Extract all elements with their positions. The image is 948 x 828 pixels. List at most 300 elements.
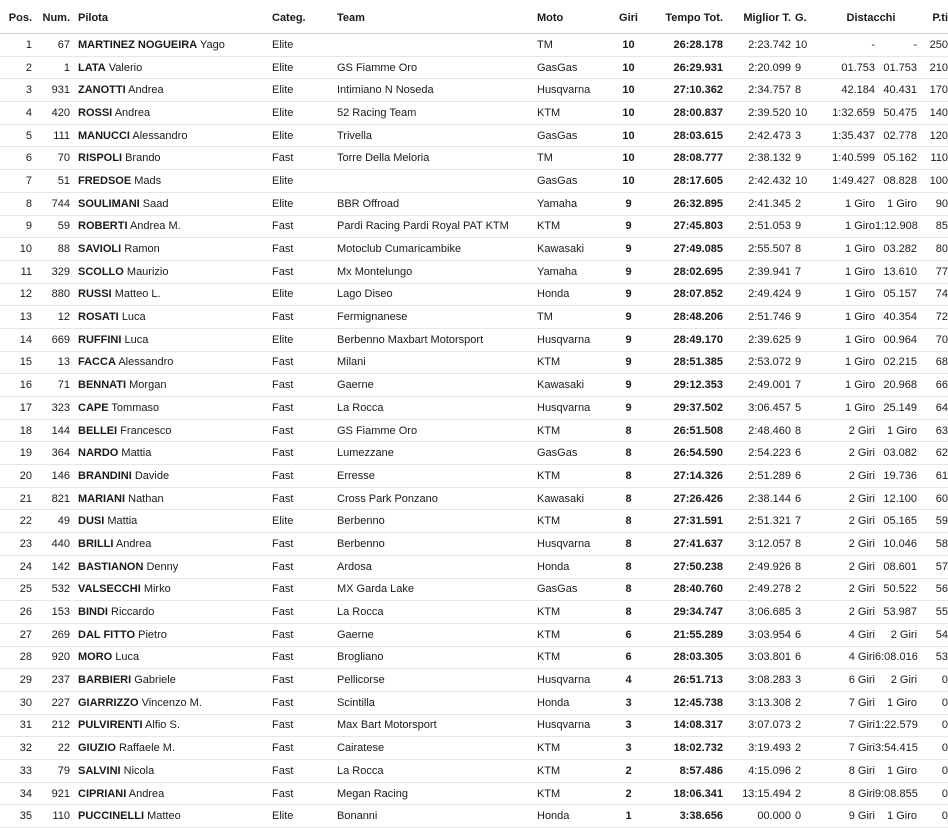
cell-tempo-tot: 28:07.852 [650,283,723,306]
cell-categ: Elite [272,192,337,215]
cell-distacco-primo: 1 Giro [825,328,875,351]
pilot-first-name: Morgan [129,379,167,392]
cell-distacco-primo: 8 Giri [825,760,875,783]
table-row[interactable] [0,646,948,669]
cell-num: 212 [36,714,74,737]
cell-distacco-precedente: 9:08.855 [875,782,917,805]
cell-moto: Husqvarna [537,328,607,351]
cell-num: 146 [36,465,74,488]
cell-team: MX Garda Lake [337,578,537,601]
table-row[interactable] [0,533,948,556]
cell-giro-migliore: 7 [795,260,825,283]
cell-giro-migliore: 0 [795,805,825,828]
cell-categ: Fast [272,601,337,624]
cell-categ: Elite [272,510,337,533]
cell-pos: 21 [0,487,36,510]
cell-team: Gaerne [337,374,537,397]
cell-pilota [74,510,272,533]
cell-giro-migliore: 8 [795,555,825,578]
cell-giro-migliore: 2 [795,760,825,783]
cell-giri: 6 [607,623,650,646]
cell-punti: 58 [917,533,948,556]
table-row[interactable] [0,578,948,601]
cell-team: Fermignanese [337,306,537,329]
cell-team: La Rocca [337,601,537,624]
cell-giri: 10 [607,147,650,170]
cell-distacco-primo: 01.753 [825,56,875,79]
cell-num: 49 [36,510,74,533]
pilot-first-name: Tommaso [111,401,160,414]
cell-distacco-precedente: 02.215 [875,351,917,374]
cell-num: 532 [36,578,74,601]
cell-miglior-tempo: 2:39.520 [723,102,795,125]
cell-num: 440 [36,533,74,556]
cell-pos: 27 [0,623,36,646]
pilot-first-name: Mirko [143,583,171,596]
pilot-first-name: Pietro [138,628,167,641]
cell-distacco-precedente: 1 Giro [875,760,917,783]
cell-pilota [74,238,272,261]
pilot-first-name: Gabriele [134,674,176,687]
cell-team: Pellicorse [337,669,537,692]
cell-distacco-primo: 8 Giri [825,782,875,805]
cell-giri: 10 [607,56,650,79]
pilot-last-name: SCOLLO [78,265,124,278]
cell-team: Max Bart Motorsport [337,714,537,737]
cell-team: Brogliano [337,646,537,669]
pilot-last-name: PUCCINELLI [78,810,144,823]
cell-moto: GasGas [537,442,607,465]
cell-num: 237 [36,669,74,692]
pilot-first-name: Maurizio [126,265,169,278]
cell-giro-migliore: 9 [795,215,825,238]
cell-pilota [74,533,272,556]
table-row[interactable] [0,465,948,488]
cell-pos: 8 [0,192,36,215]
cell-num: 420 [36,102,74,125]
cell-punti: 54 [917,623,948,646]
cell-giri: 8 [607,555,650,578]
cell-categ: Elite [272,805,337,828]
table-row[interactable] [0,306,948,329]
cell-giri: 3 [607,691,650,714]
cell-tempo-tot: 28:48.206 [650,306,723,329]
cell-pilota [74,555,272,578]
cell-tempo-tot: 8:57.486 [650,760,723,783]
cell-moto: Yamaha [537,192,607,215]
cell-punti: 85 [917,215,948,238]
cell-giri: 6 [607,646,650,669]
table-row[interactable] [0,714,948,737]
cell-categ: Fast [272,419,337,442]
cell-categ: Fast [272,760,337,783]
cell-giro-migliore: 10 [795,102,825,125]
cell-giro-migliore: 2 [795,714,825,737]
cell-punti: 90 [917,192,948,215]
cell-giri: 8 [607,465,650,488]
cell-pos: 10 [0,238,36,261]
cell-punti: 66 [917,374,948,397]
pilot-last-name: ROSATI [78,311,119,324]
table-row[interactable] [0,124,948,147]
cell-distacco-precedente: 1 Giro [875,192,917,215]
pilot-first-name: Matteo L. [114,288,161,301]
table-row[interactable] [0,192,948,215]
header-num[interactable]: Num. [36,3,74,34]
cell-categ: Elite [272,102,337,125]
cell-moto: TM [537,34,607,57]
cell-categ: Fast [272,691,337,714]
cell-giro-migliore: 10 [795,34,825,57]
cell-moto: KTM [537,510,607,533]
cell-giri: 10 [607,34,650,57]
cell-team: Pardi Racing Pardi Royal PAT KTM [337,215,537,238]
cell-moto: Honda [537,805,607,828]
pilot-first-name: Mattia [107,515,138,528]
table-row[interactable] [0,351,948,374]
table-row[interactable] [0,170,948,193]
pilot-last-name: CIPRIANI [78,787,127,800]
table-row[interactable] [0,397,948,420]
cell-tempo-tot: 29:34.747 [650,601,723,624]
table-row[interactable] [0,669,948,692]
pilot-last-name: GIARRIZZO [78,696,139,709]
cell-pos: 16 [0,374,36,397]
cell-moto: TM [537,306,607,329]
cell-distacco-precedente: 01.753 [875,56,917,79]
cell-giro-migliore: 6 [795,442,825,465]
cell-pos: 31 [0,714,36,737]
table-row[interactable] [0,102,948,125]
cell-num: 12 [36,306,74,329]
cell-distacco-primo: - [825,34,875,57]
pilot-first-name: Francesco [120,424,172,437]
cell-categ: Fast [272,533,337,556]
cell-team: Lumezzane [337,442,537,465]
cell-giri: 9 [607,192,650,215]
pilot-last-name: BARBIERI [78,674,132,687]
cell-giro-migliore: 2 [795,192,825,215]
cell-categ: Elite [272,56,337,79]
cell-pos: 34 [0,782,36,805]
cell-giri: 9 [607,306,650,329]
cell-tempo-tot: 27:31.591 [650,510,723,533]
cell-moto: TM [537,147,607,170]
pilot-first-name: Saad [142,197,169,210]
cell-num: 110 [36,805,74,828]
cell-distacco-primo: 1:32.659 [825,102,875,125]
cell-num: 71 [36,374,74,397]
cell-moto: Kawasaki [537,487,607,510]
cell-giro-migliore: 5 [795,397,825,420]
cell-distacco-primo: 2 Giri [825,555,875,578]
cell-giri: 3 [607,714,650,737]
cell-pos: 22 [0,510,36,533]
cell-moto: Husqvarna [537,533,607,556]
pilot-first-name: Valerio [108,61,143,74]
cell-moto: GasGas [537,56,607,79]
table-row[interactable] [0,283,948,306]
cell-num: 88 [36,238,74,261]
cell-categ: Fast [272,669,337,692]
pilot-first-name: Matteo [147,810,181,823]
table-row[interactable] [0,238,948,261]
cell-miglior-tempo: 2:53.072 [723,351,795,374]
cell-miglior-tempo: 3:03.954 [723,623,795,646]
cell-team: Intimiano N Noseda [337,79,537,102]
cell-pilota [74,170,272,193]
cell-moto: GasGas [537,578,607,601]
pilot-first-name: Andrea M. [129,220,181,233]
header-tempo-tot[interactable]: Tempo Tot. [650,3,723,34]
cell-giro-migliore: 8 [795,419,825,442]
table-row[interactable] [0,147,948,170]
cell-miglior-tempo: 3:06.685 [723,601,795,624]
cell-giro-migliore: 6 [795,623,825,646]
pilot-last-name: FACCA [78,356,116,369]
cell-pilota [74,646,272,669]
cell-pos: 9 [0,215,36,238]
cell-team: Berbenno [337,510,537,533]
pilot-last-name: BRILLI [78,537,114,550]
cell-miglior-tempo: 2:38.132 [723,147,795,170]
cell-distacco-precedente: 1 Giro [875,691,917,714]
table-row[interactable] [0,691,948,714]
race-results-table [0,3,948,828]
cell-pos: 35 [0,805,36,828]
cell-giro-migliore: 9 [795,328,825,351]
cell-distacco-precedente: 25.149 [875,397,917,420]
table-row[interactable] [0,215,948,238]
cell-team: Motoclub Cumaricambike [337,238,537,261]
cell-distacco-primo: 2 Giri [825,487,875,510]
cell-distacco-precedente: 50.475 [875,102,917,125]
cell-punti: 0 [917,782,948,805]
cell-punti: 74 [917,283,948,306]
cell-distacco-primo: 7 Giri [825,691,875,714]
cell-giro-migliore: 2 [795,691,825,714]
cell-giro-migliore: 3 [795,601,825,624]
table-row[interactable] [0,510,948,533]
cell-tempo-tot: 28:49.170 [650,328,723,351]
cell-tempo-tot: 14:08.317 [650,714,723,737]
pilot-last-name: CAPE [78,401,109,414]
cell-team: Berbenno [337,533,537,556]
cell-miglior-tempo: 3:03.801 [723,646,795,669]
cell-distacco-precedente: 02.778 [875,124,917,147]
cell-team: Bonanni [337,805,537,828]
cell-distacco-primo: 1:49.427 [825,170,875,193]
table-row[interactable] [0,555,948,578]
cell-team: BBR Offroad [337,192,537,215]
cell-team: Cairatese [337,737,537,760]
cell-punti: 57 [917,555,948,578]
cell-categ: Fast [272,714,337,737]
pilot-last-name: BENNATI [78,379,127,392]
cell-giro-migliore: 9 [795,283,825,306]
table-row[interactable] [0,328,948,351]
cell-moto: KTM [537,215,607,238]
cell-miglior-tempo: 2:51.746 [723,306,795,329]
cell-num: 67 [36,34,74,57]
cell-giri: 10 [607,79,650,102]
cell-giri: 9 [607,328,650,351]
table-row[interactable] [0,805,948,828]
pilot-last-name: ROBERTI [78,220,128,233]
cell-moto: KTM [537,760,607,783]
cell-distacco-precedente: 19.736 [875,465,917,488]
cell-tempo-tot: 18:06.341 [650,782,723,805]
cell-distacco-primo: 1:35.437 [825,124,875,147]
cell-moto: KTM [537,419,607,442]
cell-miglior-tempo: 3:06.457 [723,397,795,420]
cell-num: 931 [36,79,74,102]
cell-giri: 9 [607,260,650,283]
table-row[interactable] [0,737,948,760]
header-miglior-tempo[interactable]: Miglior T. [723,3,795,34]
cell-giri: 9 [607,374,650,397]
cell-team: Torre Della Meloria [337,147,537,170]
cell-tempo-tot: 21:55.289 [650,623,723,646]
table-row[interactable] [0,419,948,442]
cell-num: 111 [36,124,74,147]
cell-punti: 77 [917,260,948,283]
pilot-first-name: Ramon [124,243,160,256]
cell-moto: KTM [537,601,607,624]
table-row[interactable] [0,56,948,79]
cell-distacco-precedente: 3:54.415 [875,737,917,760]
cell-distacco-primo: 1 Giro [825,238,875,261]
table-row[interactable] [0,487,948,510]
cell-distacco-primo: 1 Giro [825,283,875,306]
table-row[interactable] [0,442,948,465]
header-giro-migliore[interactable]: G. [795,3,825,34]
table-row[interactable] [0,623,948,646]
cell-distacco-primo: 1 Giro [825,397,875,420]
pilot-first-name: Riccardo [111,606,155,619]
cell-giro-migliore: 8 [795,238,825,261]
cell-num: 227 [36,691,74,714]
cell-categ: Fast [272,782,337,805]
cell-punti: 70 [917,328,948,351]
header-categ[interactable]: Categ. [272,3,337,34]
cell-punti: 0 [917,669,948,692]
cell-tempo-tot: 28:02.695 [650,260,723,283]
cell-num: 51 [36,170,74,193]
cell-team: Berbenno Maxbart Motorsport [337,328,537,351]
table-row[interactable] [0,760,948,783]
cell-pos: 11 [0,260,36,283]
cell-num: 821 [36,487,74,510]
cell-team: GS Fiamme Oro [337,419,537,442]
pilot-first-name: Luca [121,311,146,324]
cell-giro-migliore: 7 [795,374,825,397]
cell-giri: 8 [607,442,650,465]
cell-pos: 33 [0,760,36,783]
cell-distacco-primo: 2 Giri [825,601,875,624]
header-pilota[interactable]: Pilota [74,3,272,34]
table-row[interactable] [0,79,948,102]
cell-giro-migliore: 9 [795,351,825,374]
cell-pos: 29 [0,669,36,692]
cell-miglior-tempo: 00.000 [723,805,795,828]
cell-tempo-tot: 28:03.305 [650,646,723,669]
cell-tempo-tot: 27:14.326 [650,465,723,488]
cell-moto: GasGas [537,170,607,193]
cell-punti: 59 [917,510,948,533]
cell-team: Ardosa [337,555,537,578]
cell-tempo-tot: 28:17.605 [650,170,723,193]
header-team[interactable]: Team [337,3,537,34]
cell-pilota [74,397,272,420]
cell-giro-migliore: 3 [795,124,825,147]
header-distacchi[interactable]: Distacchi [825,3,917,34]
table-row[interactable] [0,374,948,397]
cell-moto: KTM [537,782,607,805]
table-row[interactable] [0,782,948,805]
cell-giro-migliore: 8 [795,79,825,102]
cell-punti: 210 [917,56,948,79]
cell-distacco-precedente: 13.610 [875,260,917,283]
cell-pilota [74,805,272,828]
cell-pilota [74,623,272,646]
cell-giri: 10 [607,124,650,147]
pilot-last-name: MORO [78,651,113,664]
cell-giro-migliore: 6 [795,487,825,510]
cell-pilota [74,124,272,147]
cell-punti: 0 [917,691,948,714]
pilot-last-name: VALSECCHI [78,583,141,596]
cell-num: 364 [36,442,74,465]
header-giri[interactable]: Giri [607,3,650,34]
cell-punti: 0 [917,714,948,737]
header-moto[interactable]: Moto [537,3,607,34]
cell-num: 70 [36,147,74,170]
cell-distacco-primo: 9 Giri [825,805,875,828]
cell-team [337,34,537,57]
cell-team: La Rocca [337,397,537,420]
cell-categ: Elite [272,328,337,351]
cell-miglior-tempo: 2:49.424 [723,283,795,306]
pilot-first-name: Alessandro [132,129,188,142]
cell-team [337,170,537,193]
cell-miglior-tempo: 2:49.001 [723,374,795,397]
cell-distacco-precedente: 03.282 [875,238,917,261]
pilot-last-name: BRANDINI [78,469,132,482]
table-row[interactable] [0,601,948,624]
cell-categ: Fast [272,442,337,465]
cell-team: Trivella [337,124,537,147]
header-punti[interactable]: P.ti [917,3,948,34]
cell-team: La Rocca [337,760,537,783]
cell-distacco-precedente: 00.964 [875,328,917,351]
cell-categ: Fast [272,306,337,329]
cell-categ: Fast [272,351,337,374]
cell-pilota [74,215,272,238]
table-row[interactable] [0,260,948,283]
cell-pos: 12 [0,283,36,306]
cell-pos: 1 [0,34,36,57]
cell-distacco-precedente: 03.082 [875,442,917,465]
cell-miglior-tempo: 13:15.494 [723,782,795,805]
cell-distacco-precedente: 10.046 [875,533,917,556]
header-pos[interactable]: Pos. [0,3,36,34]
cell-moto: Honda [537,691,607,714]
pilot-last-name: NARDO [78,447,119,460]
cell-tempo-tot: 26:32.895 [650,192,723,215]
table-row[interactable] [0,34,948,57]
cell-miglior-tempo: 2:38.144 [723,487,795,510]
